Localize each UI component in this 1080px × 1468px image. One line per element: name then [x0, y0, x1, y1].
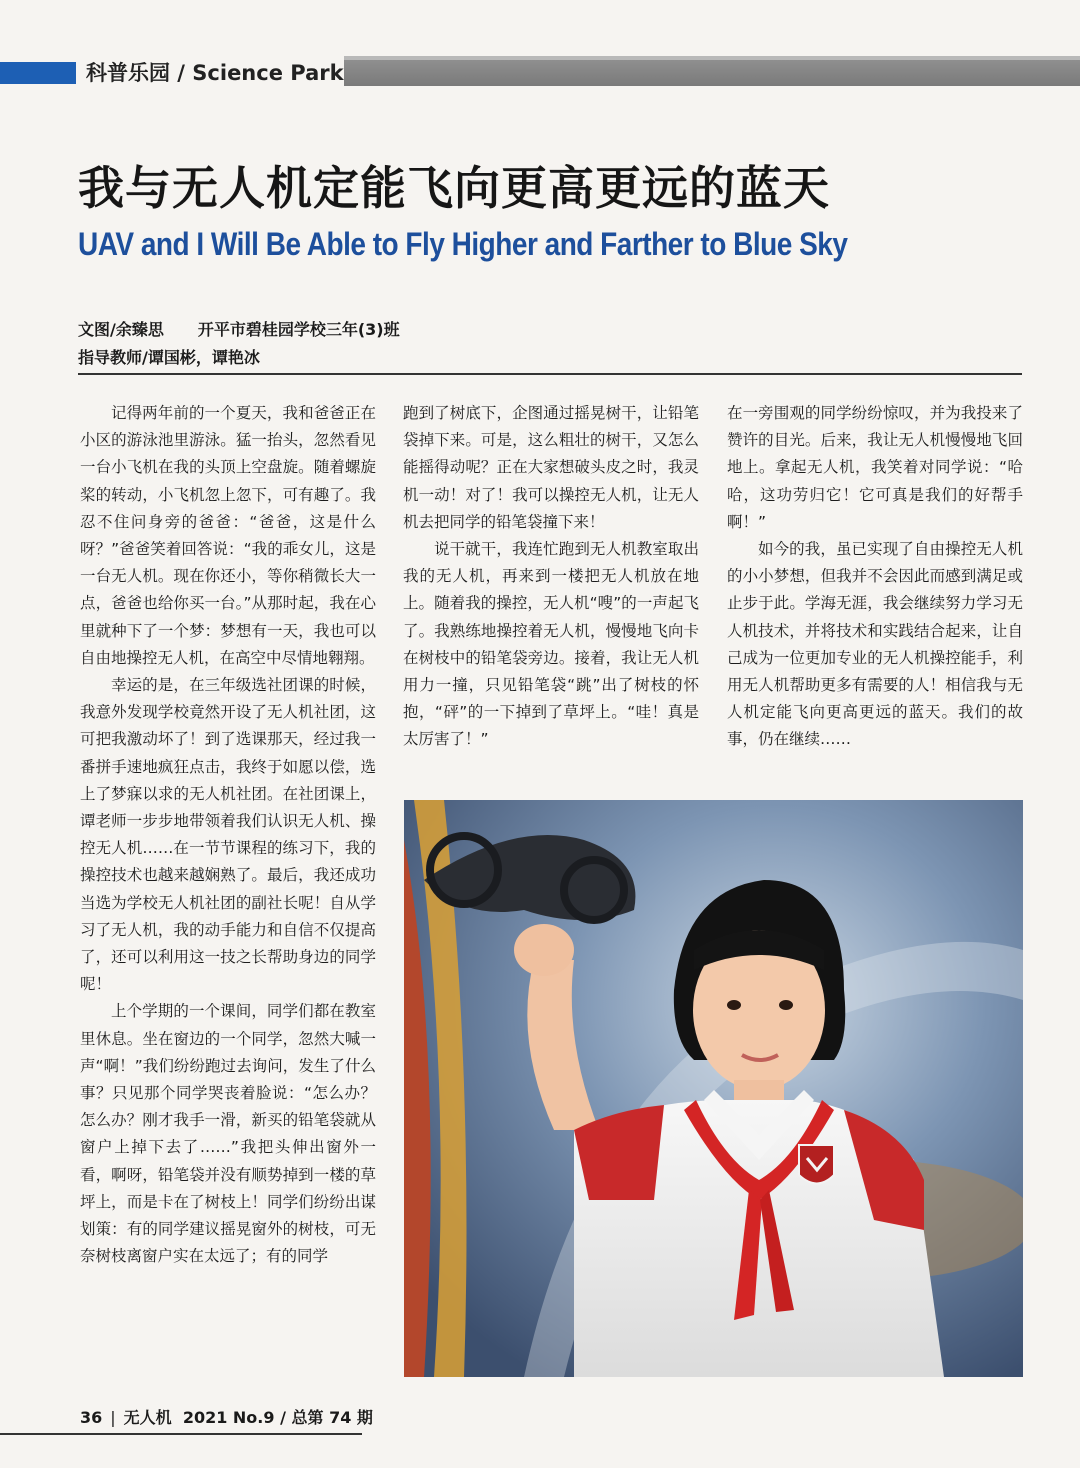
page-footer [80, 1404, 373, 1432]
paragraph: 记得两年前的一个夏天，我和爸爸正在小区的游泳池里游泳。猛一抬头，忽然看见一台小飞机在我的头顶上空盘旋。随着螺旋桨的转动，小飞机忽上忽下，可有趣了。我忍不住问身旁的爸爸：“爸爸，这是什么呀？”爸爸笑着回答说：“我的乖女儿，这是一台无人机。现在你还小，等你稍微长大一点，爸爸也给你买一台。”从那时起，我在心里就种下了一个梦：梦想有一天，我也可以自由地操控无人机，在高空中尽情地翱翔。 [80, 404, 376, 667]
paragraph: 如今的我，虽已实现了自由操控无人机的小小梦想，但我并不会因此而感到满足或止步于此。学海无涯，我会继续努力学习无人机技术，并将技术和实践结合起来，让自己成为一位更加专业的无人机操控能手，利用无人机帮助更多有需要的人！相信我与无人机定能飞向更高更远的蓝天。我们的故事，仍在继续…… [727, 540, 1023, 749]
author: 文图/余臻思 [78, 320, 164, 339]
section-color-block [0, 62, 76, 84]
paragraph: 跑到了树底下，企图通过摇晃树干，让铅笔袋掉下来。可是，这么粗壮的树干，又怎么能摇得动呢？正在大家想破头皮之时，我灵机一动！对了！我可以操控无人机，让无人机去把同学的铅笔袋撞下来！ [403, 404, 699, 531]
school: 开平市碧桂园学校三年(3)班 [197, 320, 400, 339]
paragraph: 在一旁围观的同学纷纷惊叹，并为我投来了赞许的目光。后来，我让无人机慢慢地飞回地上。拿起无人机，我笑着对同学说：“哈哈，这功劳归它！它可真是我们的好帮手啊！” [727, 404, 1023, 531]
body-column-1 [80, 400, 376, 1271]
paragraph: 说干就干，我连忙跑到无人机教室取出我的无人机，再来到一楼把无人机放在地上。随着我的操控，无人机“嗖”的一声起飞了。我熟练地操控着无人机，慢慢地飞向卡在树枝中的铅笔袋旁边。接着，我让无人机用力一撞，只见铅笔袋“跳”出了树枝的怀抱，“砰”的一下掉到了草坪上。“哇！真是太厉害了！” [403, 540, 699, 749]
magazine-name: 无人机 [123, 1408, 172, 1427]
section-label: 科普乐园 / Science Park [86, 61, 344, 85]
article-title-en: UAV and I Will Be Able to Fly Higher and Farther to Blue Sky [78, 226, 848, 262]
article-photo [404, 800, 1023, 1377]
footer-divider [0, 1433, 362, 1435]
article-title-cn: 我与无人机定能飞向更高更远的蓝天 [78, 161, 830, 215]
teachers: 指导教师/谭国彬，谭艳冰 [78, 348, 260, 367]
byline-divider [78, 373, 1022, 375]
paragraph: 上个学期的一个课间，同学们都在教室里休息。坐在窗边的一个同学，忽然大喊一声“啊！”我们纷纷跑过去询问，发生了什么事？只见那个同学哭丧着脸说：“怎么办？怎么办？刚才我手一滑，新买的铅笔袋就从窗户上掉下去了……”我把头伸出窗外一看，啊呀，铅笔袋并没有顺势掉到一楼的草坪上，而是卡在了树枝上！同学们纷纷出谋划策：有的同学建议摇晃窗外的树枝，可无奈树枝离窗户实在太远了；有的同学 [80, 1002, 376, 1266]
issue-info: 2021 No.9 / 总第 74 期 [182, 1408, 373, 1427]
section-header [0, 58, 1080, 88]
body-column-3 [727, 400, 1023, 754]
photo-girl-holding-drone [404, 800, 1023, 1377]
page-number: 36 [80, 1408, 103, 1427]
byline [78, 316, 400, 372]
section-bar [344, 60, 1080, 86]
paragraph: 幸运的是，在三年级选社团课的时候，我意外发现学校竟然开设了无人机社团，这可把我激动坏了！到了选课那天，经过我一番拼手速地疯狂点击，我终于如愿以偿，选上了梦寐以求的无人机社团。在社团课上，谭老师一步步地带领着我们认识无人机、操控无人机……在一节节课程的练习下，我的操控技术也越来越娴熟了。最后，我还成功当选为学校无人机社团的副社长呢！自从学习了无人机，我的动手能力和自信不仅提高了，还可以利用这一技之长帮助身边的同学呢！ [80, 676, 376, 994]
body-column-2 [403, 400, 699, 754]
footer-separator: | [110, 1408, 116, 1427]
